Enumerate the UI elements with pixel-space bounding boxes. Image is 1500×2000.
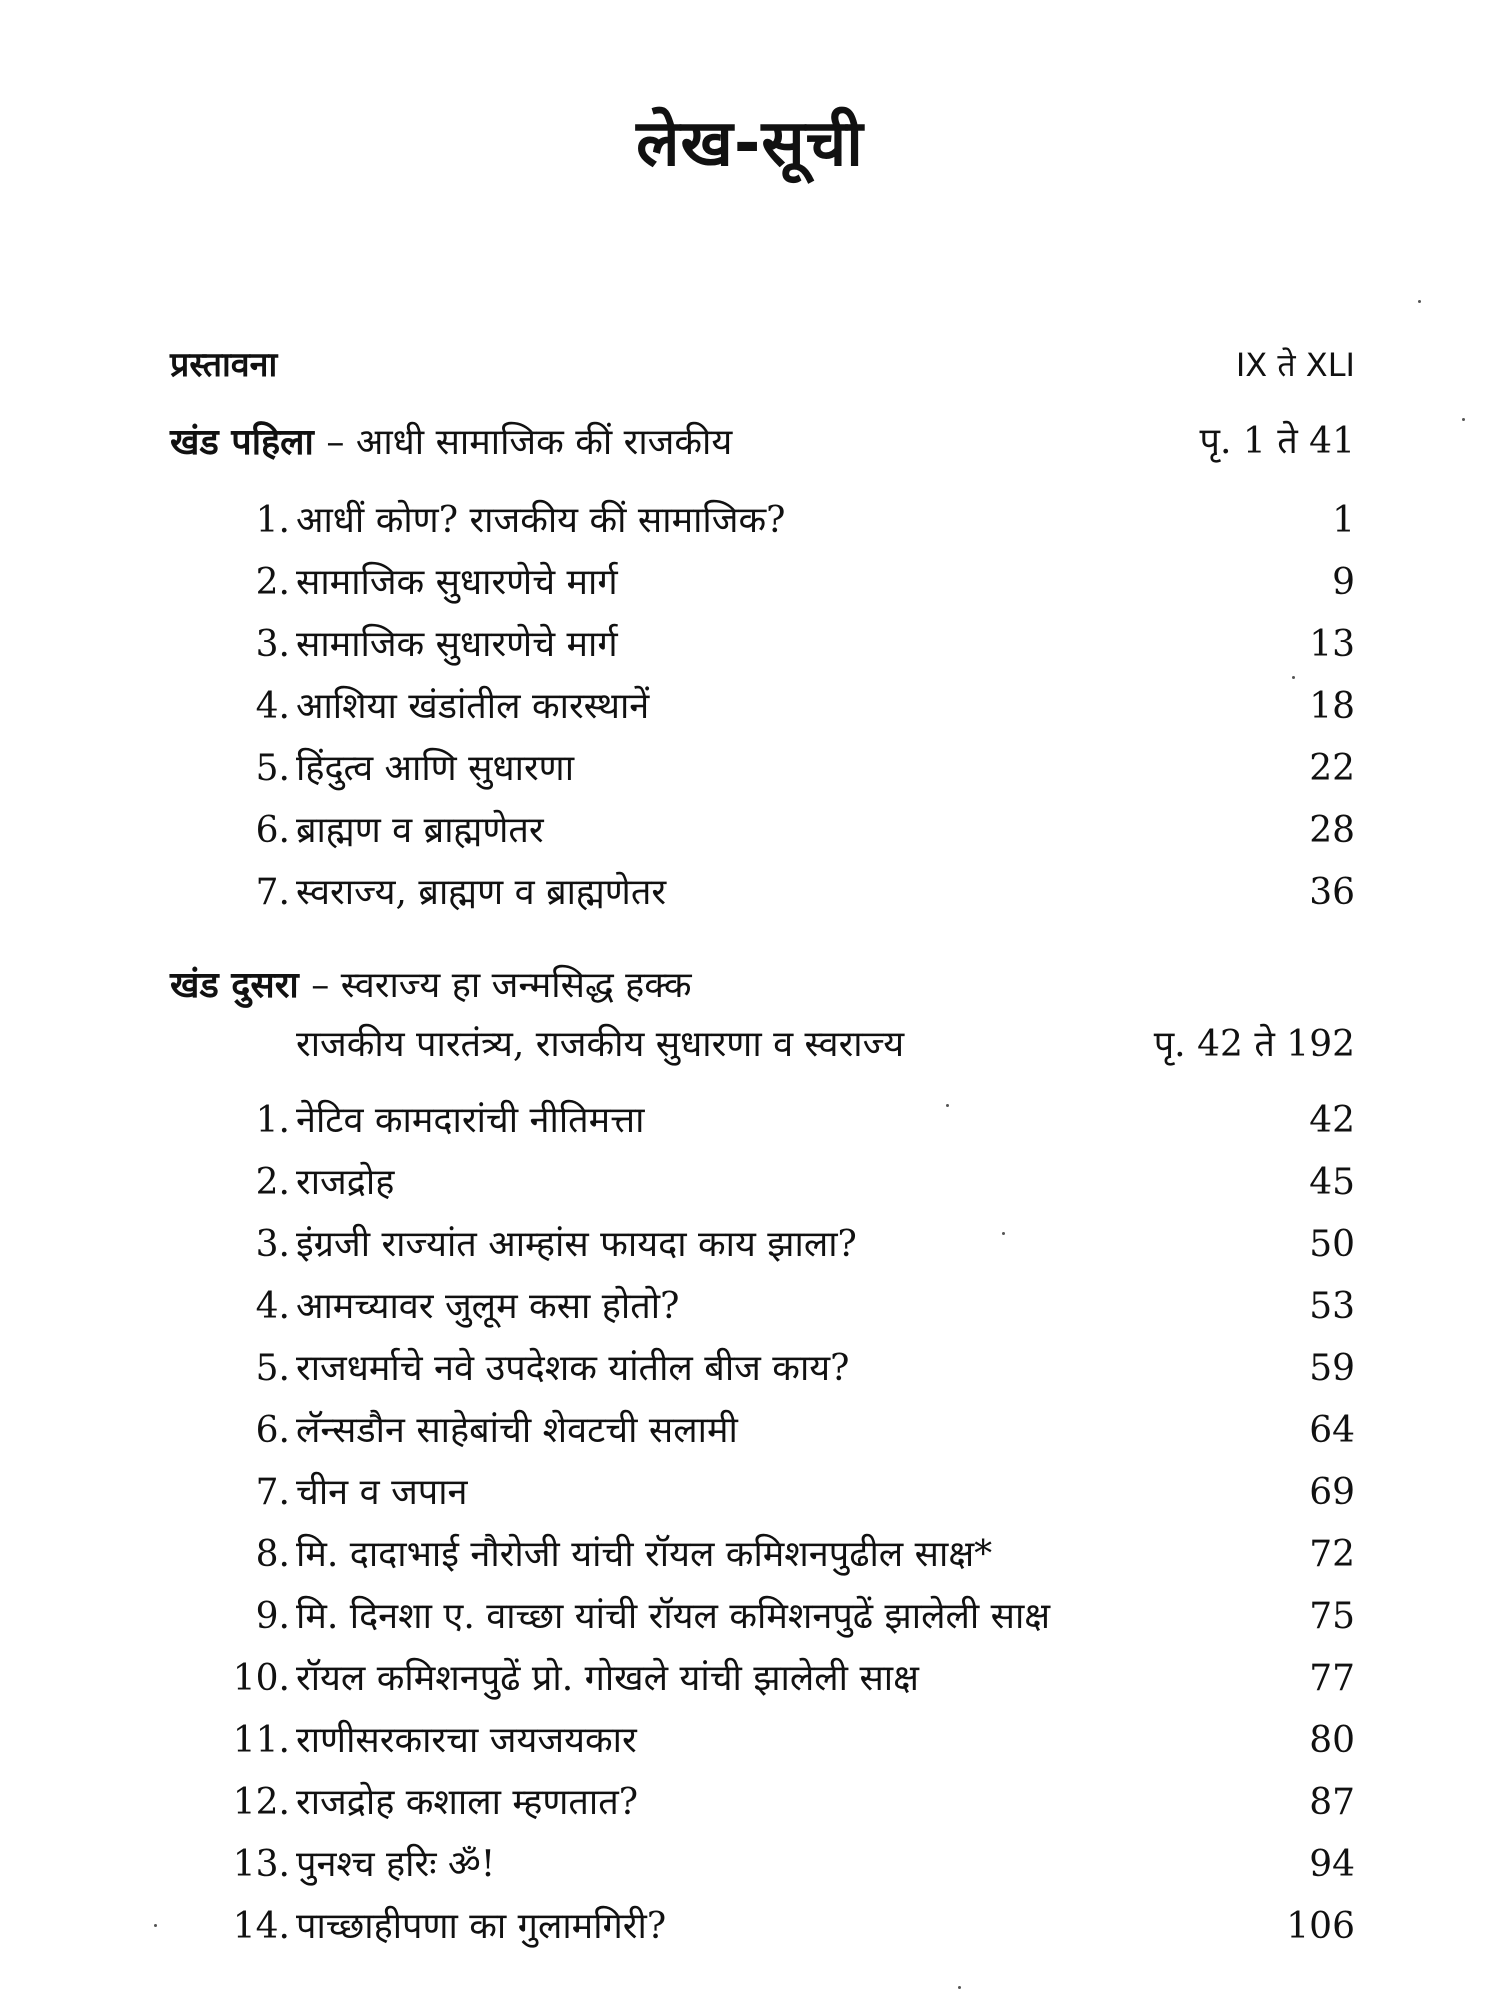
toc-entry (0, 558, 1500, 608)
entry-number: 2. (255, 562, 290, 603)
entry-title: आमच्यावर जुलूम कसा होतो? (296, 1286, 680, 1327)
preface-row (0, 340, 1500, 390)
entry-title: राजद्रोह कशाला म्हणतात? (296, 1782, 639, 1823)
entry-title: ब्राह्मण व ब्राह्मणेतर (296, 810, 544, 851)
entry-page: 1 (1332, 500, 1355, 541)
toc-entry (0, 806, 1500, 856)
entry-page: 77 (1309, 1658, 1355, 1699)
entry-title: पाच्छाहीपणा का गुलामगिरी? (296, 1906, 667, 1947)
entry-number: 9. (255, 1596, 290, 1637)
entry-page: 42 (1309, 1100, 1355, 1141)
entry-page: 80 (1309, 1720, 1355, 1761)
entry-page: 45 (1309, 1162, 1355, 1203)
entry-title: राजधर्माचे नवे उपदेशक यांतील बीज काय? (296, 1348, 850, 1389)
entry-page: 69 (1309, 1472, 1355, 1513)
toc-entry (0, 1840, 1500, 1890)
entry-title: इंग्रजी राज्यांत आम्हांस फायदा काय झाला? (296, 1224, 857, 1265)
page-title: लेख-सूची (636, 107, 864, 181)
entry-page: 72 (1309, 1534, 1355, 1575)
entry-page: 64 (1309, 1410, 1355, 1451)
entry-title: रॉयल कमिशनपुढें प्रो. गोखले यांची झालेली साक्ष (296, 1658, 919, 1699)
entry-number: 12. (232, 1782, 290, 1823)
preface-label: प्रस्तावना (170, 345, 278, 385)
toc-entry (0, 1344, 1500, 1394)
entry-number: 14. (232, 1906, 290, 1947)
part1-heading-text: खंड पहिला (170, 421, 314, 463)
part1-heading-row (0, 417, 1500, 467)
part2-subtitle: – स्वराज्य हा जन्मसिद्ध हक्क (311, 965, 692, 1006)
entry-title: मि. दिनशा ए. वाच्छा यांची रॉयल कमिशनपुढें झालेली साक्ष (296, 1596, 1051, 1637)
print-speck (946, 1104, 949, 1107)
entry-title: आशिया खंडांतील कारस्थानें (296, 686, 650, 727)
toc-entry (0, 620, 1500, 670)
entry-number: 8. (255, 1534, 290, 1575)
toc-entry (0, 1716, 1500, 1766)
entry-title: लॅन्सडौन साहेबांची शेवटची सलामी (296, 1410, 738, 1451)
print-speck (1462, 418, 1465, 421)
print-speck (958, 1986, 961, 1989)
entry-number: 13. (232, 1844, 290, 1885)
entry-page: 53 (1309, 1286, 1355, 1327)
entry-number: 7. (255, 1472, 290, 1513)
entry-page: 94 (1309, 1844, 1355, 1885)
toc-entry (0, 868, 1500, 918)
part1-subtitle: – आधी सामाजिक कीं राजकीय (326, 422, 733, 463)
toc-entry (0, 496, 1500, 546)
entry-page: 87 (1309, 1782, 1355, 1823)
entry-title: पुनश्च हरिः ॐ! (296, 1844, 496, 1885)
toc-entry (0, 1158, 1500, 1208)
entry-number: 5. (255, 1348, 290, 1389)
entry-number: 4. (255, 686, 290, 727)
entry-page: 9 (1332, 562, 1355, 603)
preface-pages: IX ते XLI (1235, 346, 1355, 384)
toc-entry (0, 682, 1500, 732)
entry-page: 18 (1309, 686, 1355, 727)
toc-entry (0, 1282, 1500, 1332)
entry-number: 1. (255, 500, 290, 541)
entry-number: 1. (255, 1100, 290, 1141)
entry-title: सामाजिक सुधारणेचे मार्ग (296, 562, 618, 603)
entry-number: 6. (255, 1410, 290, 1451)
toc-entry (0, 1468, 1500, 1518)
print-speck (154, 1924, 157, 1927)
toc-entry (0, 1778, 1500, 1828)
entry-number: 7. (255, 872, 290, 913)
entry-number: 3. (255, 624, 290, 665)
print-speck (1292, 676, 1295, 679)
toc-entry (0, 744, 1500, 794)
part2-subtitle2: राजकीय पारतंत्र्य, राजकीय सुधारणा व स्वराज्य (296, 1024, 905, 1065)
entry-page: 59 (1309, 1348, 1355, 1389)
entry-title: मि. दादाभाई नौरोजी यांची रॉयल कमिशनपुढील साक्ष* (296, 1534, 993, 1575)
toc-entry (0, 1902, 1500, 1952)
toc-entry (0, 1592, 1500, 1642)
print-speck (1002, 1232, 1005, 1235)
entry-page: 13 (1309, 624, 1355, 665)
entry-page: 106 (1286, 1906, 1355, 1947)
entry-page: 36 (1309, 872, 1355, 913)
part1-heading (170, 417, 732, 468)
print-speck (1418, 300, 1421, 303)
entry-title: स्वराज्य, ब्राह्मण व ब्राह्मणेतर (296, 872, 667, 913)
toc-entry (0, 1654, 1500, 1704)
part1-pages: पृ. 1 ते 41 (1199, 421, 1355, 462)
entry-number: 3. (255, 1224, 290, 1265)
entry-title: सामाजिक सुधारणेचे मार्ग (296, 624, 618, 665)
entry-title: नेटिव कामदारांची नीतिमत्ता (296, 1100, 645, 1141)
part2-heading (170, 960, 692, 1011)
entry-number: 6. (255, 810, 290, 851)
toc-entry (0, 1096, 1500, 1146)
entry-page: 22 (1309, 748, 1355, 789)
entry-title: राणीसरकारचा जयजयकार (296, 1720, 637, 1761)
entry-title: चीन व जपान (296, 1472, 468, 1513)
entry-title: हिंदुत्व आणि सुधारणा (296, 748, 575, 789)
entry-number: 5. (255, 748, 290, 789)
toc-entry (0, 1406, 1500, 1456)
entry-page: 50 (1309, 1224, 1355, 1265)
entry-number: 10. (232, 1658, 290, 1699)
part2-heading-row (0, 960, 1500, 1010)
entry-page: 75 (1309, 1596, 1355, 1637)
toc-entry (0, 1530, 1500, 1580)
entry-page: 28 (1309, 810, 1355, 851)
entry-number: 11. (232, 1720, 290, 1761)
entry-number: 2. (255, 1162, 290, 1203)
part2-heading-text: खंड दुसरा (170, 964, 299, 1006)
entry-number: 4. (255, 1286, 290, 1327)
part2-subheading-row (0, 1020, 1500, 1070)
part2-pages: पृ. 42 ते 192 (1153, 1024, 1355, 1065)
toc-entry (0, 1220, 1500, 1270)
entry-title: राजद्रोह (296, 1162, 395, 1203)
entry-title: आधीं कोण? राजकीय कीं सामाजिक? (296, 500, 786, 541)
